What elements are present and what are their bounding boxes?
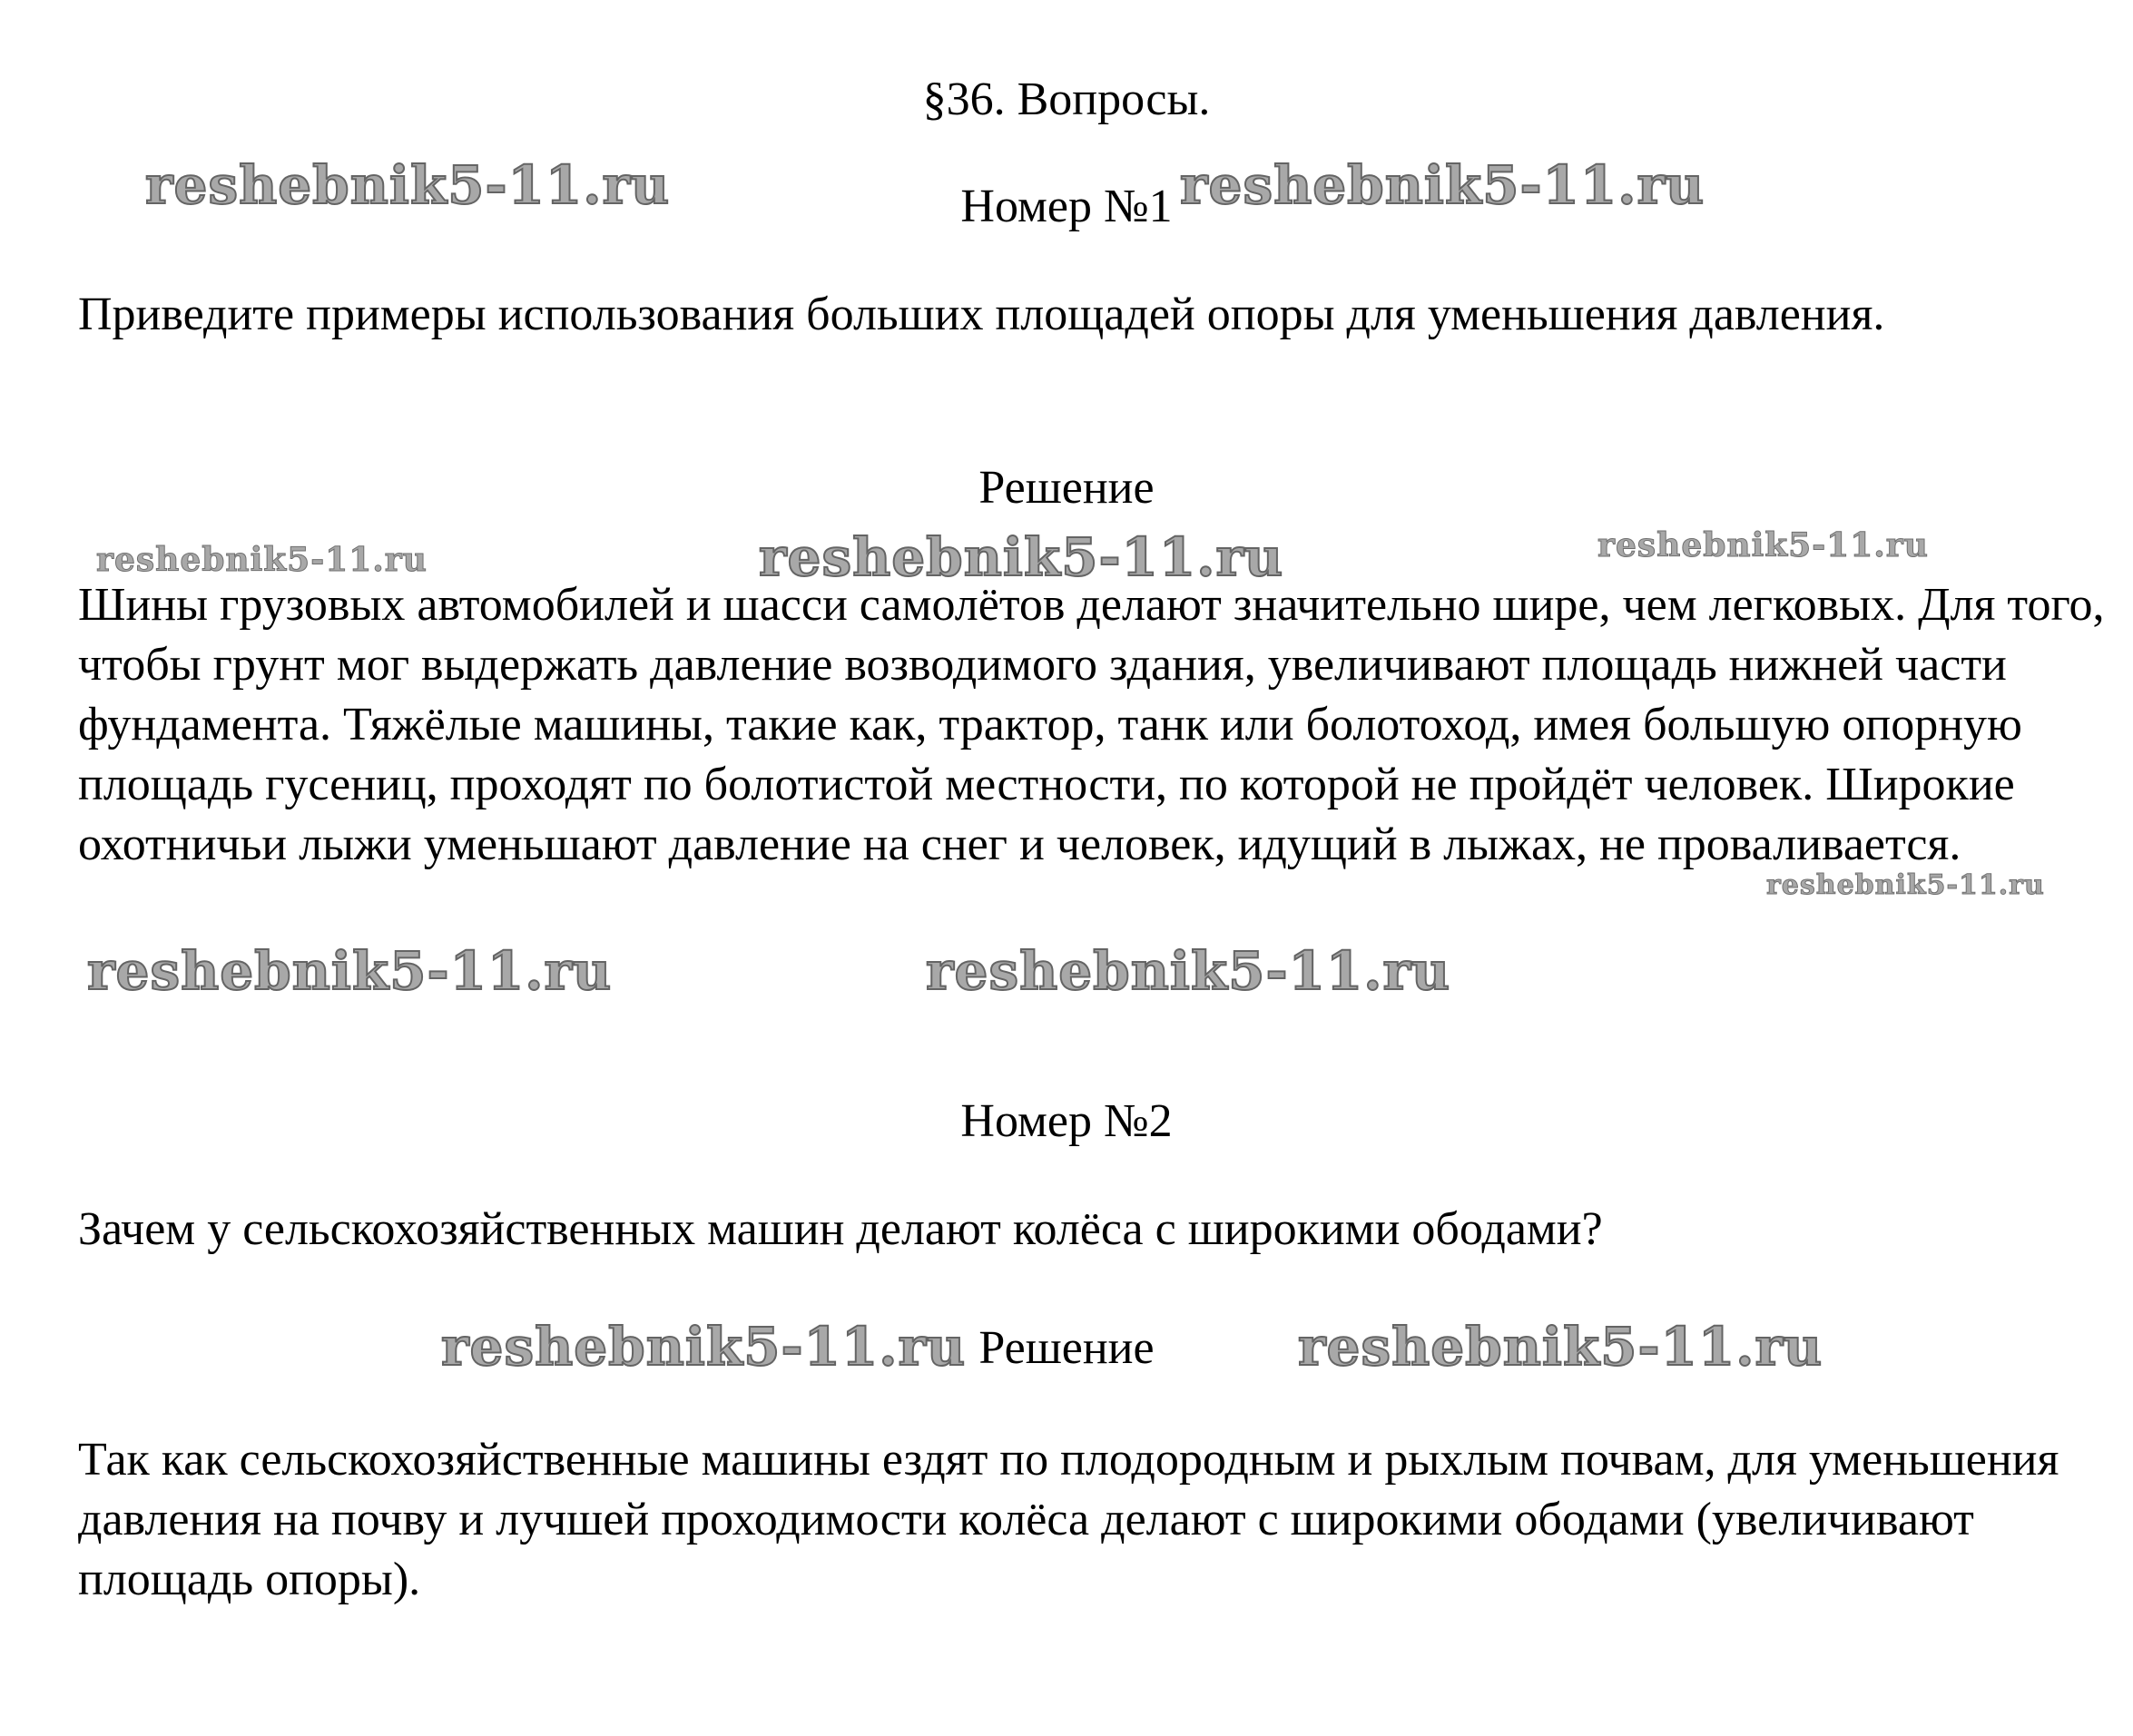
section-title: §36. Вопросы. [922,74,1211,125]
question-1-heading: Номер №1 [960,181,1173,232]
question-1-paragraph: Приведите примеры использования больших площадей опоры для уменьшения давления. [78,289,1885,340]
question-1-answer [78,575,2111,875]
watermark: reshebnik5-11.ru [87,940,613,1002]
watermark: reshebnik5-11.ru [145,154,671,216]
watermark: reshebnik5-11.ru [759,526,1284,588]
watermark: reshebnik5-11.ru [1597,526,1929,564]
question-1-answer-paragraph: Шины грузовых автомобилей и шасси самолётов делают значительно шире, чем легковых. Для того, чтобы грунт мог выдержать давление возводимого здания, увеличивают площадь нижней части фундамента. Тяжёлые машины, такие как, трактор, танк или болотоход, имея большую опорную площадь гусениц, проходят по болотистой местности, по которой не пройдёт человек. Широкие охотничьи лыжи уменьшают давление на снег и человек, идущий в лыжах, не проваливается. [78,579,2105,870]
question-1-text [78,285,2111,345]
question-2-answer [78,1430,2111,1610]
watermark: reshebnik5-11.ru [96,541,428,579]
question-2-answer-paragraph: Так как сельскохозяйственные машины ездят по плодородным и рыхлым почвам, для уменьшения давления на почву и лучшей проходимости колёса делают с широкими ободами (увеличивают площадь опоры). [78,1434,2059,1605]
watermark: reshebnik5-11.ru [1766,869,2045,901]
watermark: reshebnik5-11.ru [1180,154,1705,216]
question-2-text [78,1200,2111,1260]
watermark: reshebnik5-11.ru [441,1316,967,1378]
question-1-solution-label: Решение [978,462,1155,514]
watermark: reshebnik5-11.ru [926,940,1451,1002]
question-2-solution-label: Решение [978,1322,1155,1374]
watermark: reshebnik5-11.ru [1298,1316,1823,1378]
question-2-heading: Номер №2 [960,1095,1173,1147]
question-2-paragraph: Зачем у сельскохозяйственных машин делают колёса с широкими ободами? [78,1203,1603,1255]
